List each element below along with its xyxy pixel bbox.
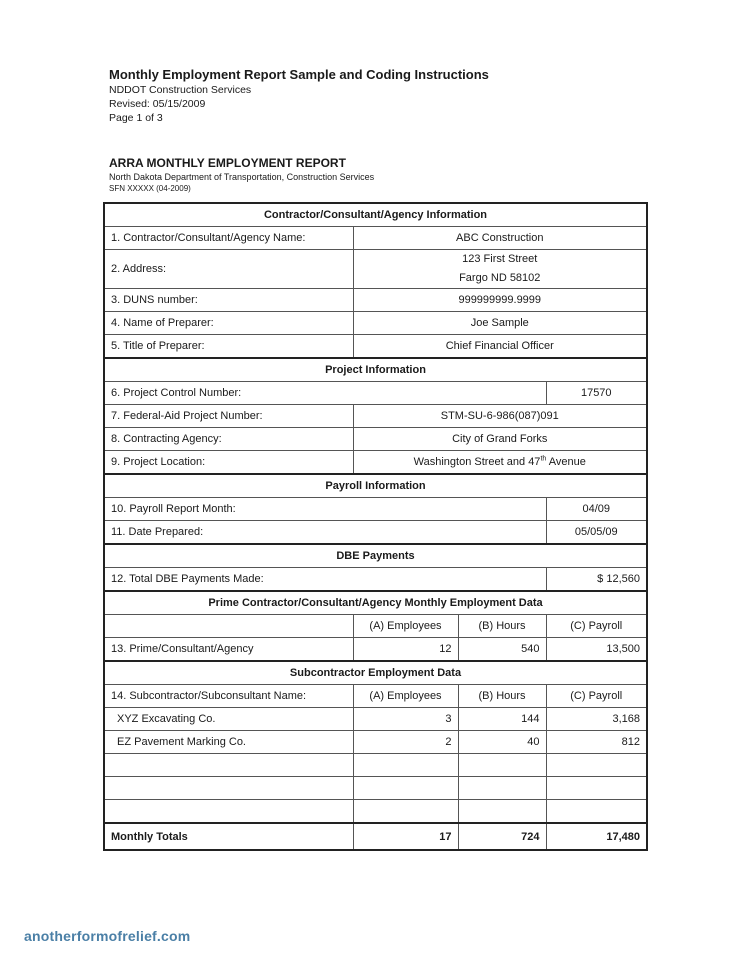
address-label: 2. Address: bbox=[104, 250, 353, 289]
preparer-field[interactable]: Joe Sample bbox=[353, 312, 647, 335]
subcontractor-name-field[interactable] bbox=[104, 800, 353, 824]
subcontractor-heading: Subcontractor Employment Data bbox=[104, 661, 647, 685]
prime-col-employees: (A) Employees bbox=[353, 615, 458, 638]
dbe-total-row bbox=[104, 568, 647, 592]
prime-row-label: 13. Prime/Consultant/Agency bbox=[104, 638, 353, 662]
prime-heading: Prime Contractor/Consultant/Agency Monthly Employment Data bbox=[104, 591, 647, 615]
table-row bbox=[104, 708, 647, 731]
section-header-row bbox=[104, 203, 647, 227]
sub-employees-field[interactable] bbox=[353, 754, 458, 777]
sub-employees-field[interactable]: 3 bbox=[353, 708, 458, 731]
preparer-title-field[interactable]: Chief Financial Officer bbox=[353, 335, 647, 359]
prime-employees-field[interactable]: 12 bbox=[353, 638, 458, 662]
section-header-row bbox=[104, 358, 647, 382]
prime-hours-field[interactable]: 540 bbox=[458, 638, 546, 662]
table-row bbox=[104, 800, 647, 824]
form-header bbox=[109, 155, 374, 194]
contracting-agency-row bbox=[104, 428, 647, 451]
sub-hours-field[interactable]: 40 bbox=[458, 731, 546, 754]
sub-payroll-field[interactable]: 812 bbox=[546, 731, 647, 754]
prime-col-payroll: (C) Payroll bbox=[546, 615, 647, 638]
payroll-info-heading: Payroll Information bbox=[104, 474, 647, 498]
sub-employees-field[interactable]: 2 bbox=[353, 731, 458, 754]
sub-hours-field[interactable]: 144 bbox=[458, 708, 546, 731]
dbe-total-label: 12. Total DBE Payments Made: bbox=[104, 568, 546, 592]
section-header-row bbox=[104, 661, 647, 685]
contractor-name-field[interactable]: ABC Construction bbox=[353, 227, 647, 250]
section-header-row bbox=[104, 591, 647, 615]
table-row bbox=[104, 777, 647, 800]
blank-cell bbox=[104, 615, 353, 638]
date-prepared-label: 11. Date Prepared: bbox=[104, 521, 546, 545]
table-row bbox=[104, 754, 647, 777]
prime-column-header-row bbox=[104, 615, 647, 638]
date-prepared-field[interactable]: 05/05/09 bbox=[546, 521, 647, 545]
date-prepared-row bbox=[104, 521, 647, 545]
federal-aid-label: 7. Federal-Aid Project Number: bbox=[104, 405, 353, 428]
total-employees: 17 bbox=[353, 823, 458, 850]
subcontractor-name-field[interactable]: EZ Pavement Marking Co. bbox=[104, 731, 353, 754]
project-location-field[interactable] bbox=[353, 451, 647, 475]
sub-hours-field[interactable] bbox=[458, 777, 546, 800]
sub-hours-field[interactable] bbox=[458, 754, 546, 777]
project-location-row bbox=[104, 451, 647, 475]
section-header-row bbox=[104, 544, 647, 568]
project-control-row bbox=[104, 382, 647, 405]
prime-payroll-field[interactable]: 13,500 bbox=[546, 638, 647, 662]
location-ordinal: th bbox=[540, 455, 547, 463]
address-line-2: Fargo ND 58102 bbox=[459, 272, 541, 284]
preparer-row bbox=[104, 312, 647, 335]
address-field[interactable] bbox=[353, 250, 647, 289]
sub-col-payroll: (C) Payroll bbox=[546, 685, 647, 708]
subcontractor-name-label: 14. Subcontractor/Subconsultant Name: bbox=[104, 685, 353, 708]
form-sfn: SFN XXXXX (04-2009) bbox=[109, 184, 191, 193]
dbe-heading: DBE Payments bbox=[104, 544, 647, 568]
sub-payroll-field[interactable] bbox=[546, 800, 647, 824]
revised-date: Revised: 05/15/2009 bbox=[109, 98, 206, 110]
form-department: North Dakota Department of Transportation, Construction Services bbox=[109, 172, 375, 182]
sub-payroll-field[interactable] bbox=[546, 754, 647, 777]
sub-employees-field[interactable] bbox=[353, 777, 458, 800]
section-header-row bbox=[104, 474, 647, 498]
document-title: Monthly Employment Report Sample and Coding Instructions bbox=[109, 67, 489, 82]
form-title: ARRA MONTHLY EMPLOYMENT REPORT bbox=[109, 156, 346, 170]
sub-employees-field[interactable] bbox=[353, 800, 458, 824]
location-text: Washington Street and 47 bbox=[413, 456, 541, 468]
subcontractor-column-header-row bbox=[104, 685, 647, 708]
location-text-end: Avenue bbox=[546, 456, 586, 468]
subcontractor-name-field[interactable] bbox=[104, 754, 353, 777]
contractor-name-label: 1. Contractor/Consultant/Agency Name: bbox=[104, 227, 353, 250]
sub-payroll-field[interactable]: 3,168 bbox=[546, 708, 647, 731]
total-hours: 724 bbox=[458, 823, 546, 850]
employment-report-table bbox=[103, 202, 648, 851]
preparer-title-label: 5. Title of Preparer: bbox=[104, 335, 353, 359]
project-location-label: 9. Project Location: bbox=[104, 451, 353, 475]
project-control-field[interactable]: 17570 bbox=[546, 382, 647, 405]
payroll-month-field[interactable]: 04/09 bbox=[546, 498, 647, 521]
sub-payroll-field[interactable] bbox=[546, 777, 647, 800]
sub-hours-field[interactable] bbox=[458, 800, 546, 824]
dbe-total-field[interactable]: $ 12,560 bbox=[546, 568, 647, 592]
totals-label: Monthly Totals bbox=[104, 823, 353, 850]
watermark-link[interactable]: anotherformofrelief.com bbox=[24, 928, 191, 944]
duns-field[interactable]: 999999999.9999 bbox=[353, 289, 647, 312]
table-row bbox=[104, 731, 647, 754]
contractor-name-row bbox=[104, 227, 647, 250]
contractor-info-heading: Contractor/Consultant/Agency Information bbox=[104, 203, 647, 227]
preparer-label: 4. Name of Preparer: bbox=[104, 312, 353, 335]
address-line-1: 123 First Street bbox=[462, 253, 538, 265]
sub-col-employees: (A) Employees bbox=[353, 685, 458, 708]
contracting-agency-label: 8. Contracting Agency: bbox=[104, 428, 353, 451]
subcontractor-name-field[interactable] bbox=[104, 777, 353, 800]
totals-row bbox=[104, 823, 647, 850]
project-control-label: 6. Project Control Number: bbox=[104, 382, 546, 405]
duns-row bbox=[104, 289, 647, 312]
prime-col-hours: (B) Hours bbox=[458, 615, 546, 638]
payroll-month-row bbox=[104, 498, 647, 521]
organization: NDDOT Construction Services bbox=[109, 84, 252, 96]
subcontractor-name-field[interactable]: XYZ Excavating Co. bbox=[104, 708, 353, 731]
document-header bbox=[109, 66, 489, 125]
page-number: Page 1 of 3 bbox=[109, 112, 163, 124]
project-info-heading: Project Information bbox=[104, 358, 647, 382]
total-payroll: 17,480 bbox=[546, 823, 647, 850]
contracting-agency-field[interactable]: City of Grand Forks bbox=[353, 428, 647, 451]
prime-data-row bbox=[104, 638, 647, 662]
preparer-title-row bbox=[104, 335, 647, 359]
duns-label: 3. DUNS number: bbox=[104, 289, 353, 312]
federal-aid-row bbox=[104, 405, 647, 428]
federal-aid-field[interactable]: STM-SU-6-986(087)091 bbox=[353, 405, 647, 428]
payroll-month-label: 10. Payroll Report Month: bbox=[104, 498, 546, 521]
sub-col-hours: (B) Hours bbox=[458, 685, 546, 708]
address-row bbox=[104, 250, 647, 289]
